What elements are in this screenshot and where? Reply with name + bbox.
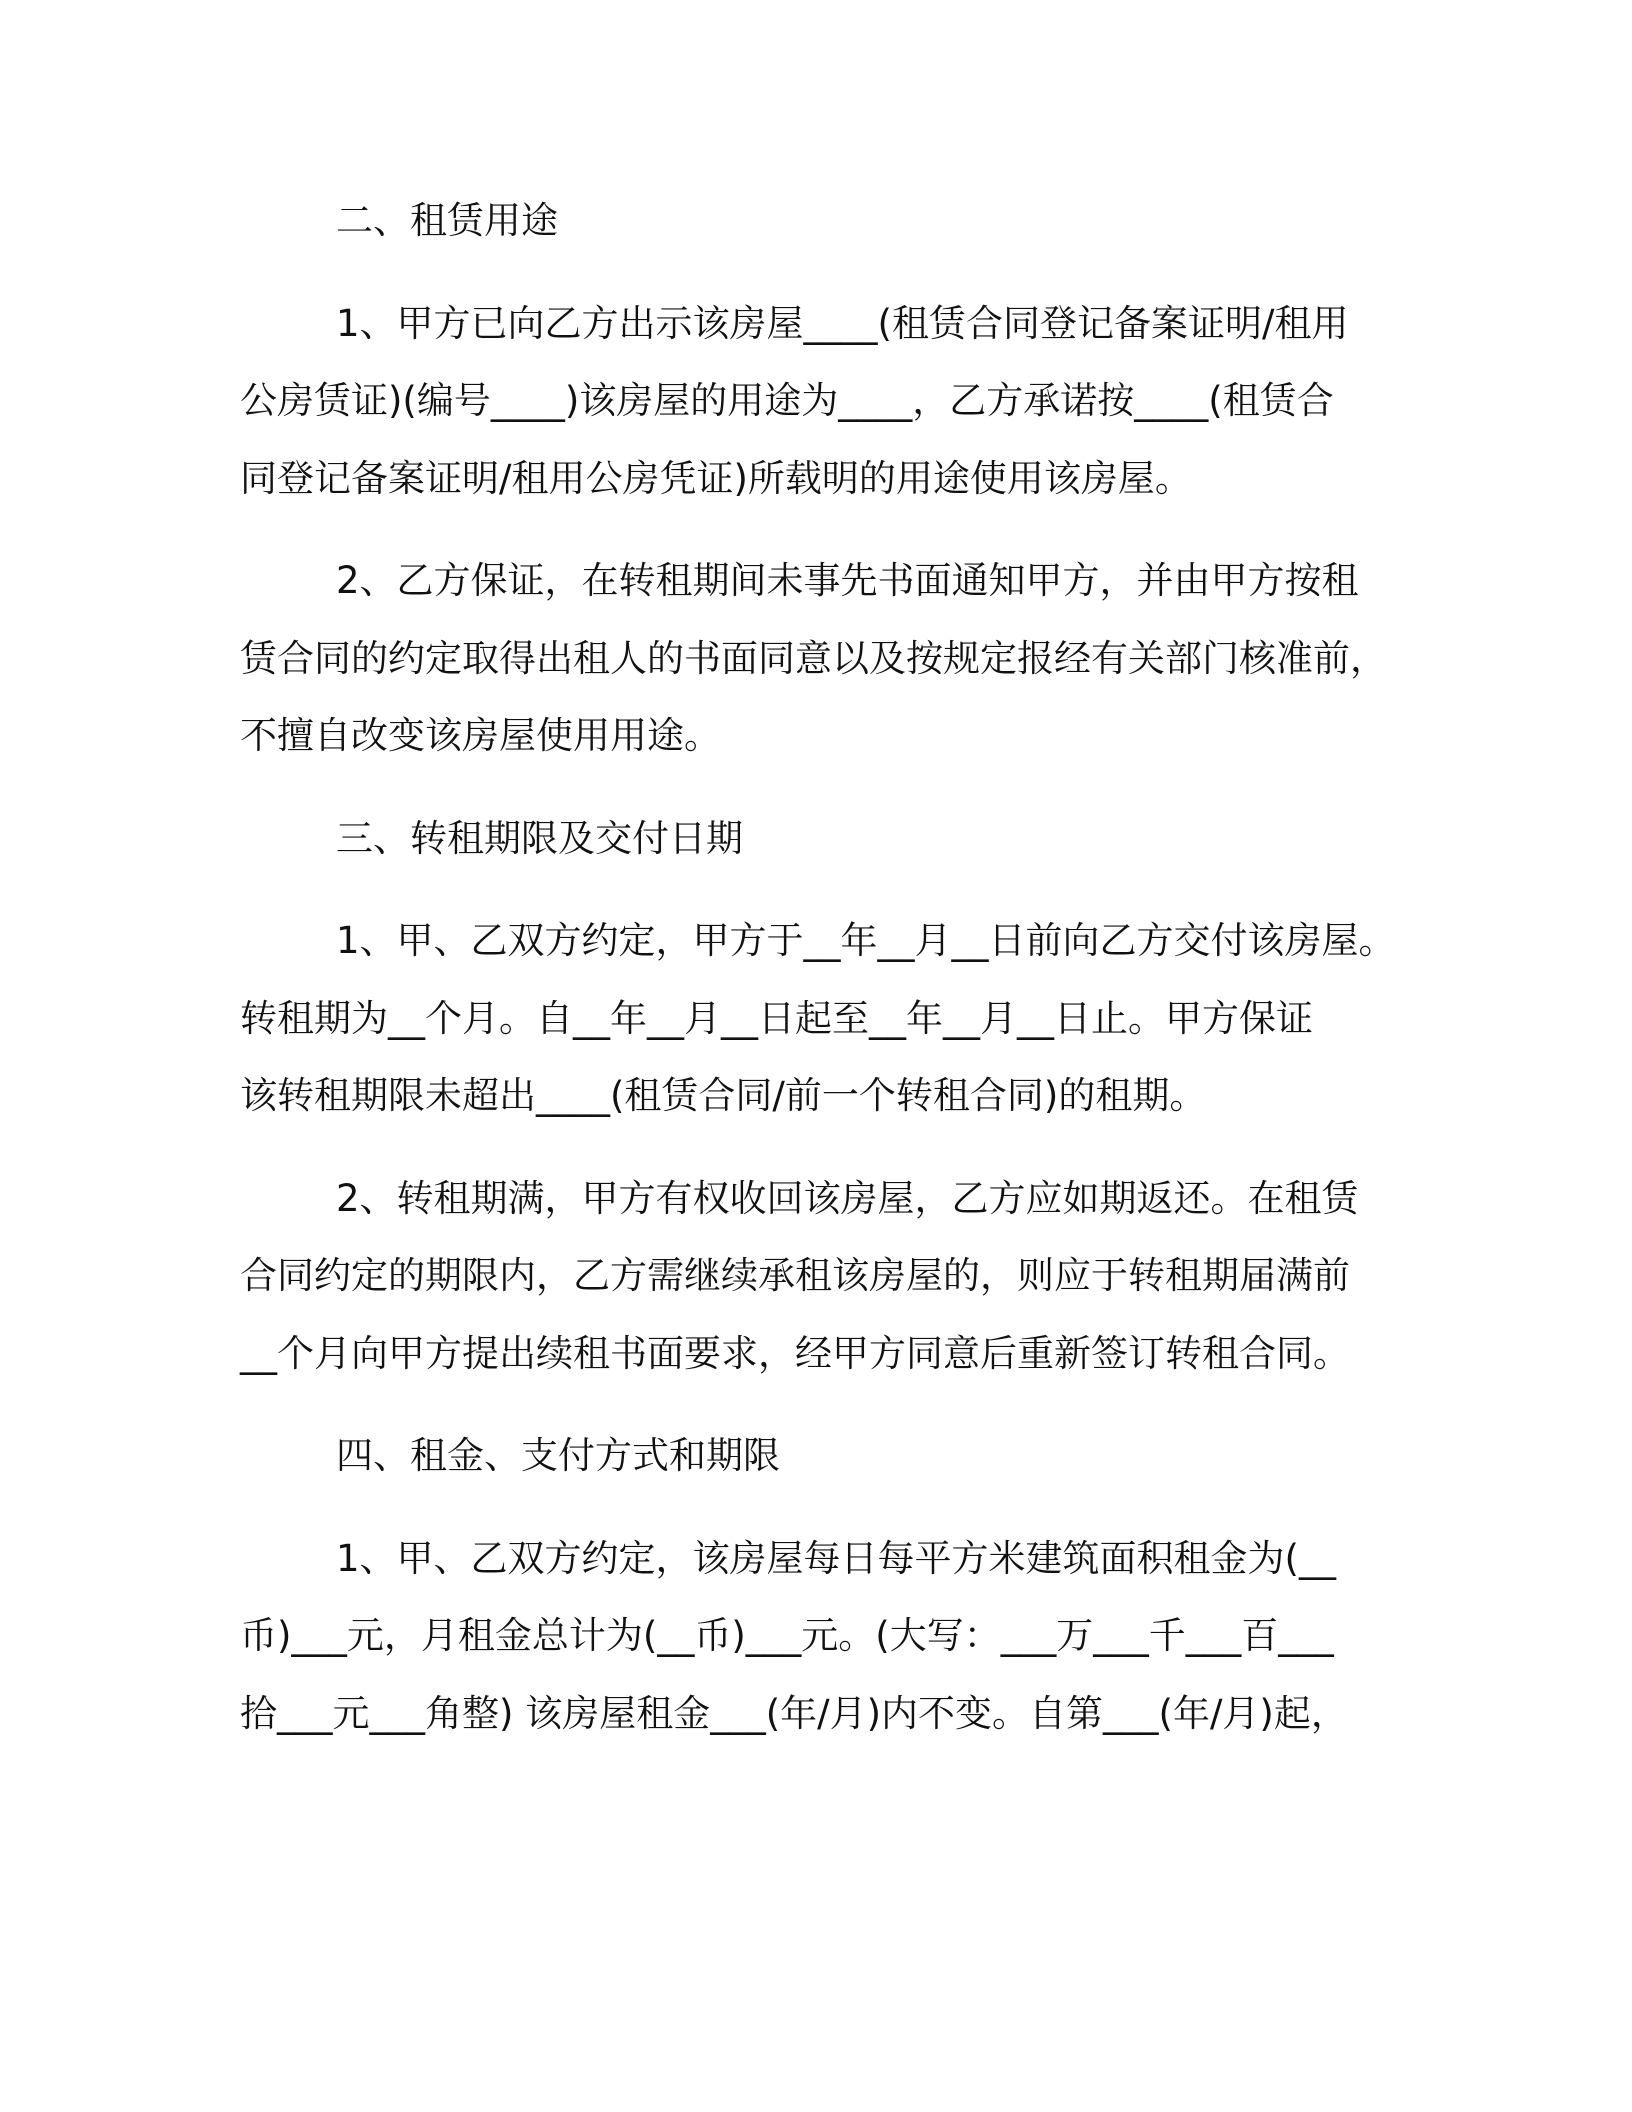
paragraph-term-2 [240,1160,1382,1393]
paragraph-line: 1、甲方已向乙方出示该房屋____(租赁合同登记备案证明/租用 [336,301,1349,345]
paragraph-line: 不擅自改变该房屋使用用途。 [240,714,721,757]
document-body [240,182,1396,1777]
section-heading-usage: 二、租赁用途 [336,199,558,242]
paragraph-line: 合同约定的期限内，乙方需继续承租该房屋的，则应于转租期届满前 [240,1254,1350,1297]
paragraph-usage-1 [240,285,1382,518]
paragraph-line: 公房赁证)(编号____)该房屋的用途为____，乙方承诺按____(租赁合 [240,379,1334,422]
paragraph-line: 转租期为__个月。自__年__月__日起至__年__月__日止。甲方保证 [240,996,1313,1040]
paragraph-line: __个月向甲方提出续租书面要求，经甲方同意后重新签订转租合同。 [240,1331,1350,1375]
paragraph-line: 1、甲、乙双方约定，该房屋每日每平方米建筑面积租金为(__ [336,1536,1336,1580]
section-heading-rent: 四、租金、支付方式和期限 [336,1434,780,1477]
paragraph-usage-2 [240,542,1387,775]
paragraph-line: 同登记备案证明/租用公房凭证)所载明的用途使用该房屋。 [240,456,1192,500]
paragraph-line: 2、乙方保证，在转租期间未事先书面通知甲方，并由甲方按租 [336,559,1359,602]
paragraph-rent-1 [240,1520,1382,1753]
paragraph-line: 币)___元，月租金总计为(__币)___元。(大写：___万___千___百___ [240,1614,1334,1657]
paragraph-line: 1、甲、乙双方约定，甲方于__年__月__日前向乙方交付该房屋。 [336,919,1396,962]
paragraph-term-1 [240,902,1396,1135]
section-heading-term: 三、转租期限及交付日期 [336,816,743,860]
paragraph-line: 2、转租期满，甲方有权收回该房屋，乙方应如期返还。在租赁 [336,1176,1359,1220]
paragraph-line: 赁合同的约定取得出租人的书面同意以及按规定报经有关部门核准前， [240,636,1387,680]
paragraph-line: 该转租期限未超出____(租赁合同/前一个转租合同)的租期。 [240,1074,1207,1117]
paragraph-line: 拾___元___角整) 该房屋租金___(年/月)内不变。自第___(年/月)起， [240,1691,1348,1735]
